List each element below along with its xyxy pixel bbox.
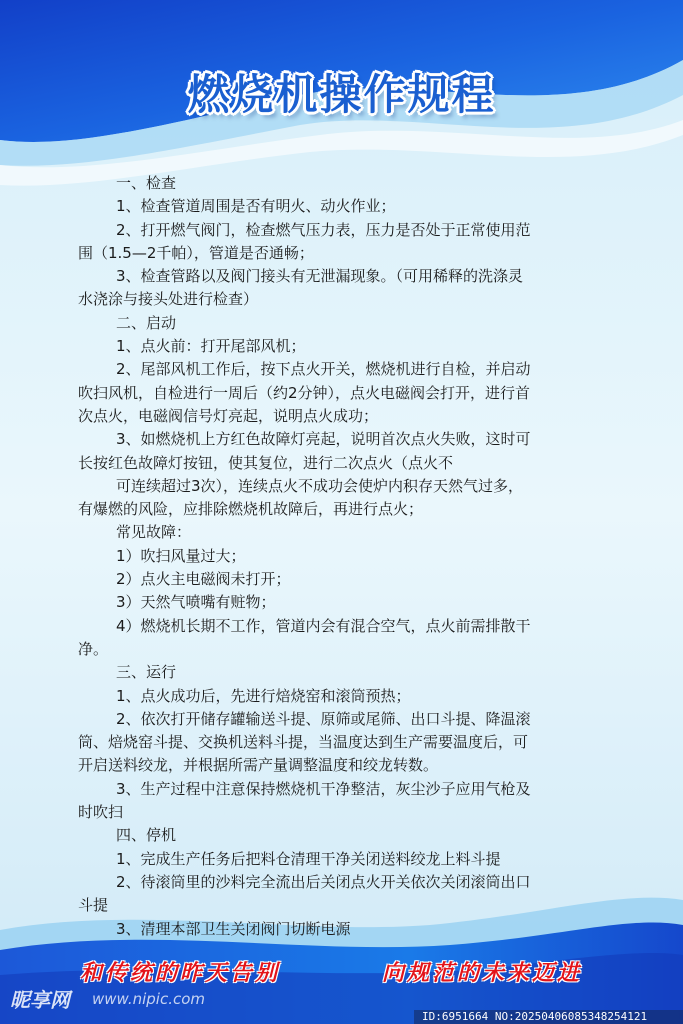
text-line: 3、生产过程中注意保持燃烧机干净整洁，灰尘沙子应用气枪及 bbox=[116, 779, 531, 798]
text-line: 3、清理本部卫生关闭阀门切断电源 bbox=[116, 919, 351, 938]
text-line: 四、停机 bbox=[116, 826, 177, 845]
text-line: 净。 bbox=[78, 639, 109, 658]
text-line: 3、检查管路以及阀门接头有无泄漏现象。（可用稀释的洗涤灵 bbox=[116, 267, 524, 286]
text-line: 斗提 bbox=[78, 896, 109, 915]
text-line: 2、尾部风机工作后，按下点火开关，燃烧机进行自检，并启动 bbox=[116, 360, 531, 379]
watermark-logo: 昵享网 bbox=[10, 988, 70, 1012]
text-line: 2、打开燃气阀门，检查燃气压力表，压力是否处于正常使用范 bbox=[116, 220, 531, 239]
text-line: 水浇涂与接头处进行检查） bbox=[78, 290, 259, 309]
text-line: 筒、焙烧窑斗提、交换机送料斗提，当温度达到生产需要温度后，可 bbox=[78, 733, 529, 752]
text-line: 2、依次打开储存罐输送斗提、原筛或尾筛、出口斗提、降温滚 bbox=[116, 709, 531, 728]
slogan-left: 和传统的昨天告别 bbox=[80, 960, 281, 986]
text-line: 2、待滚筒里的沙料完全流出后关闭点火开关依次关闭滚筒出口 bbox=[116, 872, 531, 891]
text-line: 1、检查管道周围是否有明火、动火作业； bbox=[116, 197, 396, 216]
slogan-right: 向规范的未来迈进 bbox=[382, 960, 583, 986]
text-line: 吹扫风机，自检进行一周后（约2分钟），点火电磁阀会打开，进行首 bbox=[78, 383, 531, 402]
text-line: 时吹扫 bbox=[78, 803, 124, 822]
text-line: 4）燃烧机长期不工作，管道内会有混合空气，点火前需排散干 bbox=[116, 616, 531, 635]
text-line: 开启送料绞龙，并根据所需产量调整温度和绞龙转数。 bbox=[78, 756, 439, 775]
text-line: 1、点火成功后，先进行焙烧窑和滚筒预热； bbox=[116, 686, 411, 705]
text-line: 可连续超过3次），连续点火不成功会使炉内积存天然气过多， bbox=[116, 476, 524, 495]
text-line: 次点火，电磁阀信号灯亮起，说明点火成功； bbox=[78, 406, 379, 425]
text-line: 三、运行 bbox=[116, 663, 177, 682]
procedure-text bbox=[78, 172, 618, 941]
text-line: 3、如燃烧机上方红色故障灯亮起，说明首次点火失败，这时可 bbox=[116, 430, 531, 449]
text-line: 长按红色故障灯按钮，使其复位，进行二次点火（点火不 bbox=[78, 453, 454, 472]
page-title: 燃烧机操作规程 bbox=[187, 70, 496, 119]
watermark-url: www.nipic.com bbox=[92, 990, 206, 1008]
text-line: 3）天然气喷嘴有赃物； bbox=[116, 593, 276, 612]
text-line: 1、完成生产任务后把料仓清理干净关闭送料绞龙上料斗提 bbox=[116, 849, 501, 868]
text-line: 一、检查 bbox=[116, 174, 177, 192]
text-line: 常见故障： bbox=[116, 523, 192, 542]
text-line: 2）点火主电磁阀未打开； bbox=[116, 570, 291, 589]
text-line: 1）吹扫风量过大； bbox=[116, 546, 246, 565]
text-line: 有爆燃的风险，应排除燃烧机故障后，再进行点火； bbox=[78, 500, 424, 519]
text-line: 围（1.5—2千帕），管道是否通畅； bbox=[78, 243, 314, 262]
text-line: 1、点火前：打开尾部风机； bbox=[116, 337, 306, 356]
watermark-id: ID:6951664 NO:20250406085348254121 bbox=[422, 1010, 648, 1023]
text-line: 二、启动 bbox=[116, 313, 177, 332]
